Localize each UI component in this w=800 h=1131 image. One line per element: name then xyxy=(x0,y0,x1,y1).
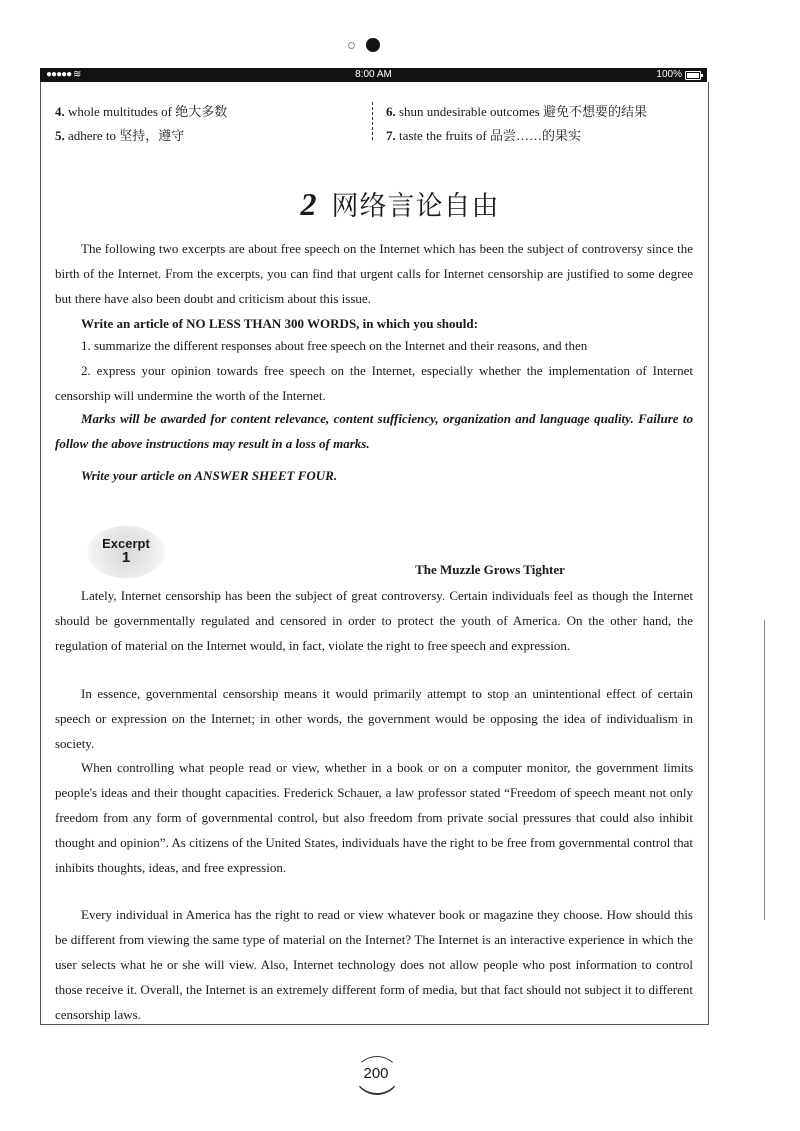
excerpt-paragraph: Lately, Internet censorship has been the subject of great controversy. Certain individuals feel as though the Internet should be governmentally regulated and censored in order to protect the youth of America. On the other hand, the regulation of material on the Internet would, in fact, violate the right to free speech and expression. xyxy=(55,588,693,653)
margin-line xyxy=(764,620,765,920)
vocab-item: 6. shun undesirable outcomes 避免不想要的结果 xyxy=(386,104,648,119)
intro-paragraph: The following two excerpts are about free speech on the Internet which has been the subject of controversy since the birth of the Internet. From the excerpts, you can find that urgent calls for Internet censorship are justified to some degree but there have also been doubt and criticism about this issue. xyxy=(55,241,693,306)
camera-dot xyxy=(366,38,380,52)
excerpt-paragraph: When controlling what people read or view, whether in a book or on a computer monitor, the government limits people's ideas and their thought capacities. Frederick Schauer, a law professor stated “Freedom of speech meant not only freedom from any form of governmental control, but also freedom from private social pressures that could also inhibit thought and opinion”. As citizens of the United States, individuals have the right to be free from governmental control that inhibits thoughts, ideas, and free expression. xyxy=(55,760,693,875)
battery-icon xyxy=(685,71,701,80)
excerpt-paragraph: Every individual in America has the right to read or view whatever book or magazine they choose. How should this be different from viewing the same type of material on the Internet? The Internet is an interactive experience in which the user selects what he or she will view. Also, Internet technology does not allow people who post information to control those receive it. Overall, the Internet is an extremely different form of media, but that fact should not subject it to different censorship laws. xyxy=(55,907,693,1022)
status-bar xyxy=(40,68,707,82)
section-title: 网络言论自由 xyxy=(331,191,500,221)
vocab-list-right xyxy=(386,100,647,148)
section-heading xyxy=(0,184,800,223)
excerpt-number: 1 xyxy=(121,549,131,566)
marks-note: Marks will be awarded for content relevance, content sufficiency, organization and language quality. Failure to follow the above instructions may result in a loss of marks. xyxy=(55,411,693,451)
section-number: 2 xyxy=(300,186,318,222)
page-number: 200 xyxy=(353,1056,399,1092)
vocab-list-left xyxy=(55,100,227,148)
vocab-item: 7. taste the fruits of 品尝……的果实 xyxy=(386,128,581,143)
vocab-item: 4. whole multitudes of 绝大多数 xyxy=(55,104,228,119)
battery-status xyxy=(656,68,701,82)
camera-sensor xyxy=(348,42,355,49)
vocab-item: 5. adhere to 坚持，遵守 xyxy=(55,128,185,143)
excerpt-title: The Muzzle Grows Tighter xyxy=(415,562,565,577)
vocab-divider xyxy=(372,102,373,140)
excerpt-label: Excerpt xyxy=(102,536,150,551)
task-item: 2. express your opinion towards free speech on the Internet, especially whether the implementation of Internet censorship will undermine the worth of the Internet. xyxy=(55,363,693,403)
status-time: 8:00 AM xyxy=(355,69,392,80)
answer-note: Write your article on ANSWER SHEET FOUR. xyxy=(81,468,338,483)
signal-wifi-icon: ●●●●● ≋ xyxy=(46,69,81,80)
instruction: Write an article of NO LESS THAN 300 WORDS, in which you should: xyxy=(81,316,478,331)
task-item: 1. summarize the different responses about free speech on the Internet and their reasons, and then xyxy=(81,338,588,353)
battery-percent: 100% xyxy=(656,69,682,80)
excerpt-paragraph: In essence, governmental censorship means it would primarily attempt to stop an unintentional effect of certain speech or expression on the Internet; in other words, the government would be opposing the idea of individualism in society. xyxy=(55,686,693,751)
